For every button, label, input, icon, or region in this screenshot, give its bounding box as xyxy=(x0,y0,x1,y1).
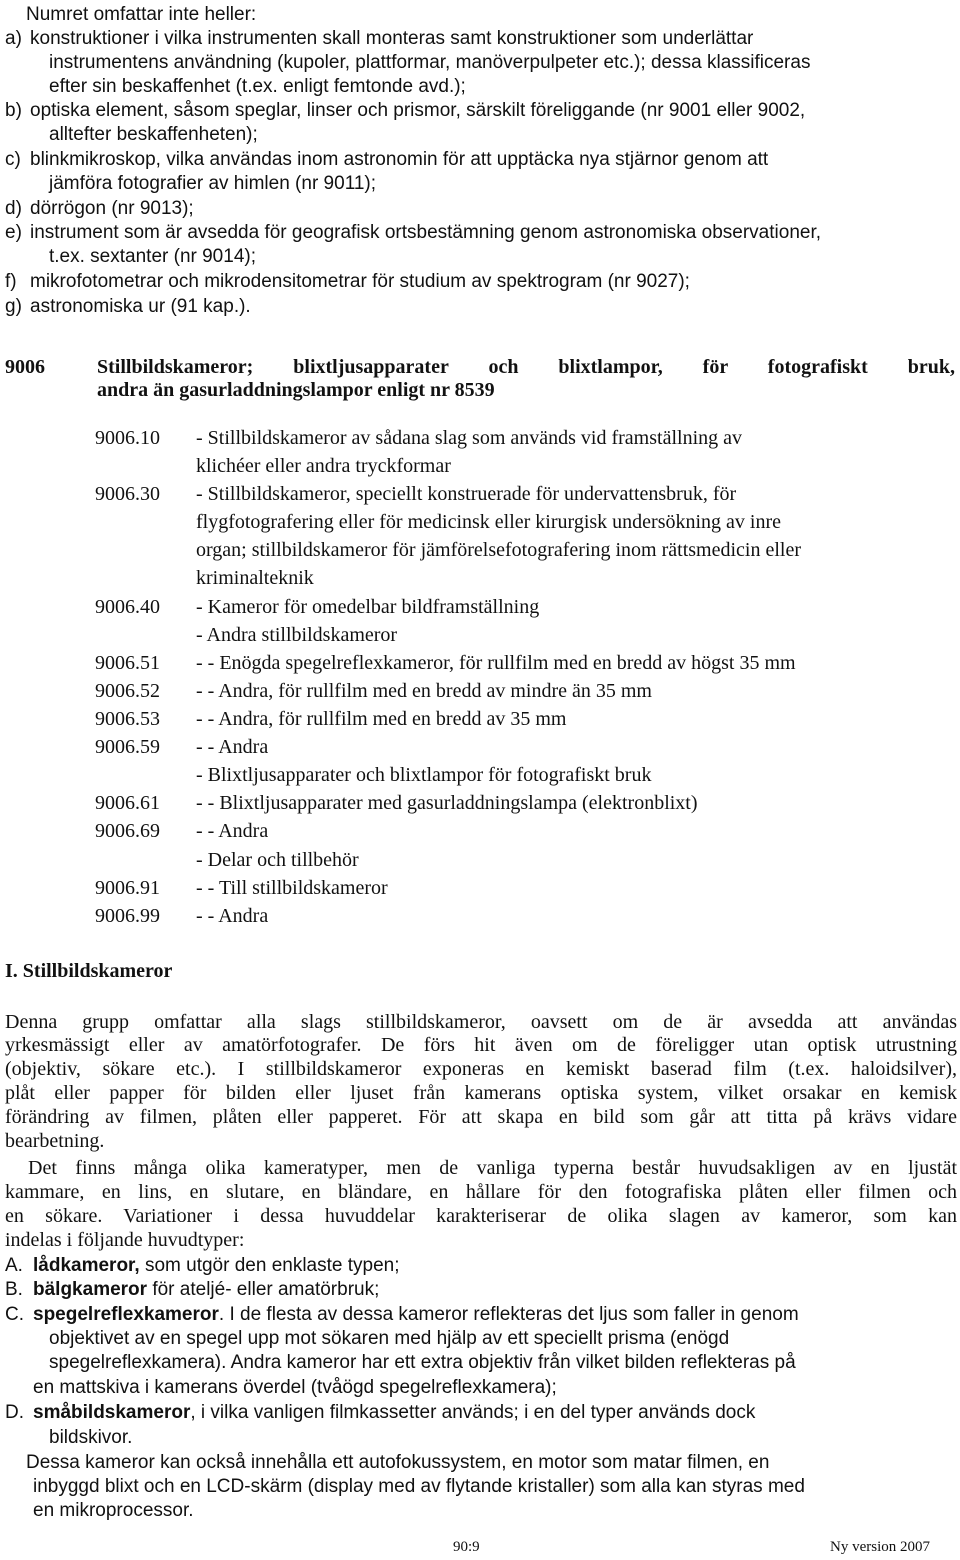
subheading-code: 9006.10 xyxy=(95,427,160,449)
list-item-line: alltefter beskaffenheten); xyxy=(49,124,258,145)
paragraph-line: en mikroprocessor. xyxy=(33,1500,194,1521)
type-marker: A. xyxy=(5,1255,23,1276)
subheading-text: - - Andra xyxy=(196,736,269,758)
list-item-line: t.ex. sextanter (nr 9014); xyxy=(49,246,256,267)
paragraph-line: en sökare. Variationer i dessa huvuddelar karakteriserar de olika slagen av kameror, som kan xyxy=(5,1205,957,1227)
list-item-line: optiska element, såsom speglar, linser och prismor, särskilt föreliggande (nr 9001 eller 9002, xyxy=(30,100,806,121)
list-item-line: konstruktioner i vilka instrumenten skall monteras samt konstruktioner som underlättar xyxy=(30,28,754,49)
list-item-line: dörrögon (nr 9013); xyxy=(30,198,194,219)
list-item-line: instrumentens användning (kupoler, plattformar, manöverpulpeter etc.); dessa klassificeras xyxy=(49,52,811,73)
list-item-line: blinkmikroskop, vilka användas inom astronomin för att upptäcka nya stjärnor genom att xyxy=(30,149,769,170)
subheading-text: klichéer eller andra tryckformar xyxy=(196,455,451,477)
list-item-line: jämföra fotografier av himlen (nr 9011); xyxy=(49,173,377,194)
list-marker: f) xyxy=(5,271,17,292)
subheading-text: - - Enögda spegelreflexkameror, för rullfilm med en bredd av högst 35 mm xyxy=(196,652,796,674)
list-marker: e) xyxy=(5,222,22,243)
list-marker: c) xyxy=(5,149,21,170)
type-name: småbildskameror xyxy=(33,1402,191,1423)
subheading-text: - Blixtljusapparater och blixtlampor för fotografiskt bruk xyxy=(196,764,652,786)
type-item-line: objektivet av en spegel upp mot sökaren med hjälp av ett speciellt prisma (enögd xyxy=(49,1328,730,1349)
type-description: , i vilka vanligen filmkassetter används; i en del typer används dock xyxy=(190,1402,756,1423)
subheading-code: 9006.69 xyxy=(95,820,160,842)
subheading-text: - Andra stillbildskameror xyxy=(196,624,398,646)
heading-number: 9006 xyxy=(5,356,45,378)
subheading-code: 9006.91 xyxy=(95,877,160,899)
list-marker: b) xyxy=(5,100,22,121)
subheading-code: 9006.61 xyxy=(95,792,160,814)
subheading-code: 9006.99 xyxy=(95,905,160,927)
type-item-line: spegelreflexkamera). Andra kameror har ett extra objektiv från vilket bilden reflekteras på xyxy=(49,1352,796,1373)
list-item-line: efter sin beskaffenhet (t.ex. enligt femtonde avd.); xyxy=(49,76,466,97)
type-name: bälgkameror xyxy=(33,1279,148,1300)
paragraph-line: (objektiv, sökare etc.). I stillbildskameror exponeras en kemiskt baserad film (t.ex. haloidsilver), xyxy=(5,1058,957,1080)
type-item-line: bildskivor. xyxy=(49,1427,133,1448)
subheading-text: - Delar och tillbehör xyxy=(196,849,359,871)
list-marker: a) xyxy=(5,28,22,49)
paragraph-line: kammare, en lins, en slutare, en bländare, en hållare för den fotografiska plåten eller filmen och xyxy=(5,1181,957,1203)
subheading-text: - Kameror för omedelbar bildframställning xyxy=(196,596,540,618)
subheading-text: - - Andra, för rullfilm med en bredd av mindre än 35 mm xyxy=(196,680,652,702)
section-title: I. Stillbildskameror xyxy=(5,960,173,982)
subheading-text: - - Blixtljusapparater med gasurladdningslampa (elektronblixt) xyxy=(196,792,698,814)
list-item-line: mikrofotometrar och mikrodensitometrar för studium av spektrogram (nr 9027); xyxy=(30,271,690,292)
type-item xyxy=(33,1254,400,1277)
subheading-code: 9006.53 xyxy=(95,708,160,730)
subheading-text: flygfotografering eller för medicinsk eller kirurgisk undersökning av inre xyxy=(196,511,782,533)
paragraph-line: förändring av filmen, plåten eller papperet. För att skapa en bild som går att titta på krävs vidare xyxy=(5,1106,957,1128)
subheading-text: - - Andra xyxy=(196,905,269,927)
heading-text-line: andra än gasurladdningslampor enligt nr 8539 xyxy=(97,379,495,401)
intro-heading: Numret omfattar inte heller: xyxy=(26,4,257,25)
type-description: som utgör den enklaste typen; xyxy=(139,1255,400,1276)
type-name: spegelreflexkameror xyxy=(33,1304,219,1325)
heading-text-line: Stillbildskameror; blixtljusapparater och blixtlampor, för fotografiskt bruk, xyxy=(97,356,955,378)
type-marker: B. xyxy=(5,1279,23,1300)
paragraph-line: indelas i följande huvudtyper: xyxy=(5,1229,245,1251)
type-marker: D. xyxy=(5,1402,24,1423)
paragraph-line: Dessa kameror kan också innehålla ett autofokussystem, en motor som matar filmen, en xyxy=(26,1452,770,1473)
paragraph-line: bearbetning. xyxy=(5,1130,105,1152)
list-marker: g) xyxy=(5,296,22,317)
subheading-code: 9006.51 xyxy=(95,652,160,674)
paragraph-line: yrkesmässigt eller av amatörfotografer. De förs hit även om de föreligger utan optisk utrustning xyxy=(5,1034,957,1056)
subheading-text: - - Andra xyxy=(196,820,269,842)
subheading-text: kriminalteknik xyxy=(196,567,314,589)
subheading-text: - - Till stillbildskameror xyxy=(196,877,388,899)
subheading-text: - - Andra, för rullfilm med en bredd av 35 mm xyxy=(196,708,567,730)
paragraph-line: Det finns många olika kameratyper, men de vanliga typerna består huvudsakligen av en ljustät xyxy=(28,1157,957,1179)
paragraph-line: plåt eller papper för bilden eller ljuset från kamerans optiska system, vilket orsakar en kemisk xyxy=(5,1082,957,1104)
type-item xyxy=(33,1278,379,1301)
paragraph-line: Denna grupp omfattar alla slags stillbildskameror, oavsett om de är avsedda att användas xyxy=(5,1011,957,1033)
type-description: . I de flesta av dessa kameror reflekteras det ljus som faller in genom xyxy=(218,1304,799,1325)
subheading-text: - Stillbildskameror, speciellt konstruerade för undervattensbruk, för xyxy=(196,483,737,505)
type-marker: C. xyxy=(5,1304,24,1325)
type-item xyxy=(33,1303,799,1326)
paragraph-line: inbyggd blixt och en LCD-skärm (display med av flytande kristaller) som alla kan styras med xyxy=(33,1476,805,1497)
subheading-code: 9006.59 xyxy=(95,736,160,758)
list-marker: d) xyxy=(5,198,22,219)
list-item-line: instrument som är avsedda för geografisk ortsbestämning genom astronomiska observationer, xyxy=(30,222,822,243)
subheading-text: - Stillbildskameror av sådana slag som används vid framställning av xyxy=(196,427,742,449)
subheading-code: 9006.52 xyxy=(95,680,160,702)
type-item-line: en mattskiva i kamerans överdel (tvåögd spegelreflexkamera); xyxy=(33,1377,557,1398)
type-description: för ateljé- eller amatörbruk; xyxy=(147,1279,380,1300)
type-name: lådkameror, xyxy=(33,1255,140,1276)
page-number: 90:9 xyxy=(453,1539,480,1555)
subheading-code: 9006.30 xyxy=(95,483,160,505)
type-item xyxy=(33,1401,755,1424)
subheading-text: organ; stillbildskameror för jämförelsefotografering inom rättsmedicin eller xyxy=(196,539,801,561)
subheading-code: 9006.40 xyxy=(95,596,160,618)
version-label: Ny version 2007 xyxy=(830,1539,930,1555)
list-item-line: astronomiska ur (91 kap.). xyxy=(30,296,251,317)
